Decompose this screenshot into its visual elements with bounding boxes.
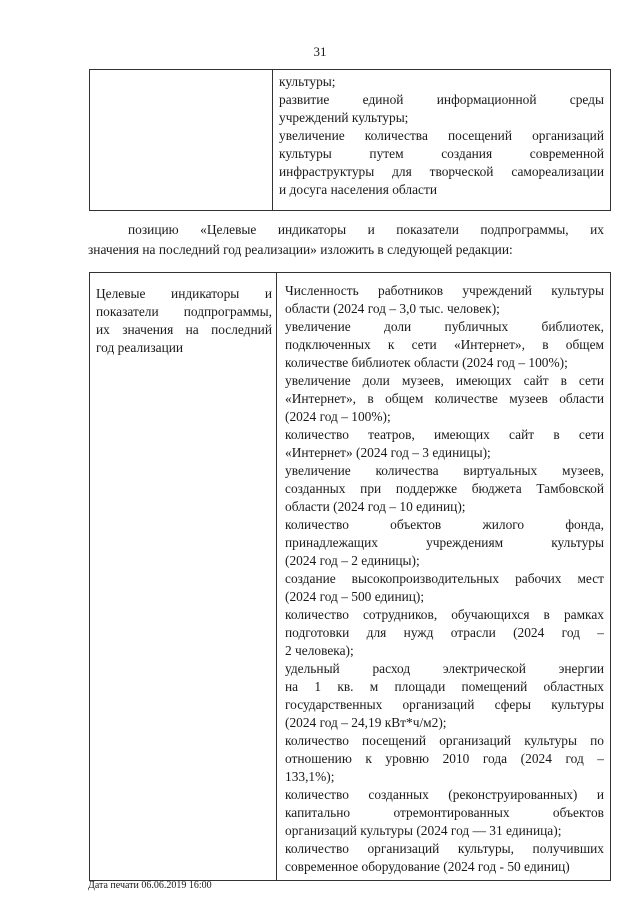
indicator-line: подключенных к сети «Интернет», в общем — [285, 337, 604, 352]
indicators-label-cell — [90, 273, 277, 881]
indicator-line: подготовки для нужд отрасли (2024 год – — [285, 625, 604, 640]
page-number: 31 — [313, 44, 327, 59]
indicator-line: количество театров, имеющих сайт в сети — [285, 427, 604, 442]
indicator-line: количестве библиотек области (2024 год – 100%); — [285, 355, 568, 370]
top-table — [89, 69, 611, 211]
top-table-line: учреждений культуры; — [279, 110, 409, 125]
indicator-line: отношению к уровню 2010 года (2024 год – — [285, 751, 604, 766]
indicator-line: принадлежащих учреждениям культуры — [285, 535, 604, 550]
indicator-line: (2024 год – 2 единицы); — [285, 553, 420, 568]
indicator-line: количество объектов жилого фонда, — [285, 517, 604, 532]
indicator-line: государственных организаций сферы культуры — [285, 697, 604, 712]
indicator-line: области (2024 год – 10 единиц); — [285, 499, 466, 514]
indicator-line: «Интернет» (2024 год – 3 единицы); — [285, 445, 491, 460]
paragraph-line: позицию «Целевые индикаторы и показатели подпрограммы, их — [128, 222, 604, 237]
indicators-label-line: Целевые индикаторы и — [96, 286, 272, 301]
top-table-line: культуры; — [279, 74, 336, 89]
top-table-left-cell — [90, 70, 273, 211]
indicator-line: 133,1%); — [285, 769, 335, 784]
indicator-line: области (2024 год – 3,0 тыс. человек); — [285, 301, 500, 316]
indicator-line: капитально отремонтированных объектов — [285, 805, 604, 820]
indicators-table — [89, 272, 611, 881]
top-table-line: развитие единой информационной среды — [279, 92, 604, 107]
indicator-line: (2024 год – 500 единиц); — [285, 589, 425, 604]
top-table-line: и досуга населения области — [279, 182, 437, 197]
indicator-line: увеличение доли музеев, имеющих сайт в сети — [285, 373, 604, 388]
indicator-line: количество сотрудников, обучающихся в рамках — [285, 607, 604, 622]
indicators-label-line: их значения на последний — [96, 322, 272, 337]
top-table-line: увеличение количества посещений организаций — [279, 128, 604, 143]
indicators-label-line: год реализации — [96, 340, 184, 355]
indicator-line: (2024 год – 24,19 кВт*ч/м2); — [285, 715, 447, 730]
indicator-line: созданных при поддержке бюджета Тамбовской — [285, 481, 604, 496]
indicator-line: организаций культуры (2024 год — 31 единица); — [285, 823, 562, 838]
indicator-line: Численность работников учреждений культуры — [285, 283, 604, 298]
instruction-paragraph — [88, 220, 604, 260]
top-table-line: инфраструктуры для творческой самореализации — [279, 164, 604, 179]
indicator-line: количество посещений организаций культуры по — [285, 733, 604, 748]
indicators-values-cell — [277, 273, 611, 881]
indicator-line: 2 человека); — [285, 643, 354, 658]
top-table-right-cell — [273, 70, 611, 211]
indicator-line: увеличение количества виртуальных музеев, — [285, 463, 604, 478]
indicator-line: «Интернет», в общем количестве музеев области — [285, 391, 604, 406]
top-table-line: культуры путем создания современной — [279, 146, 604, 161]
indicators-label-line: показатели подпрограммы, — [96, 304, 272, 319]
indicator-line: удельный расход электрической энергии — [285, 661, 604, 676]
indicator-line: на 1 кв. м площади помещений областных — [285, 679, 604, 694]
indicator-line: увеличение доли публичных библиотек, — [285, 319, 604, 334]
indicator-line: количество созданных (реконструированных) и — [285, 787, 604, 802]
print-date: Дата печати 06.06.2019 16:00 — [88, 880, 212, 891]
indicator-line: создание высокопроизводительных рабочих мест — [285, 571, 604, 586]
paragraph-line: значения на последний год реализации» изложить в следующей редакции: — [88, 242, 513, 257]
indicator-line: современное оборудование (2024 год - 50 единиц) — [285, 859, 570, 874]
indicator-line: (2024 год – 100%); — [285, 409, 391, 424]
indicator-line: количество организаций культуры, получивших — [285, 841, 604, 856]
